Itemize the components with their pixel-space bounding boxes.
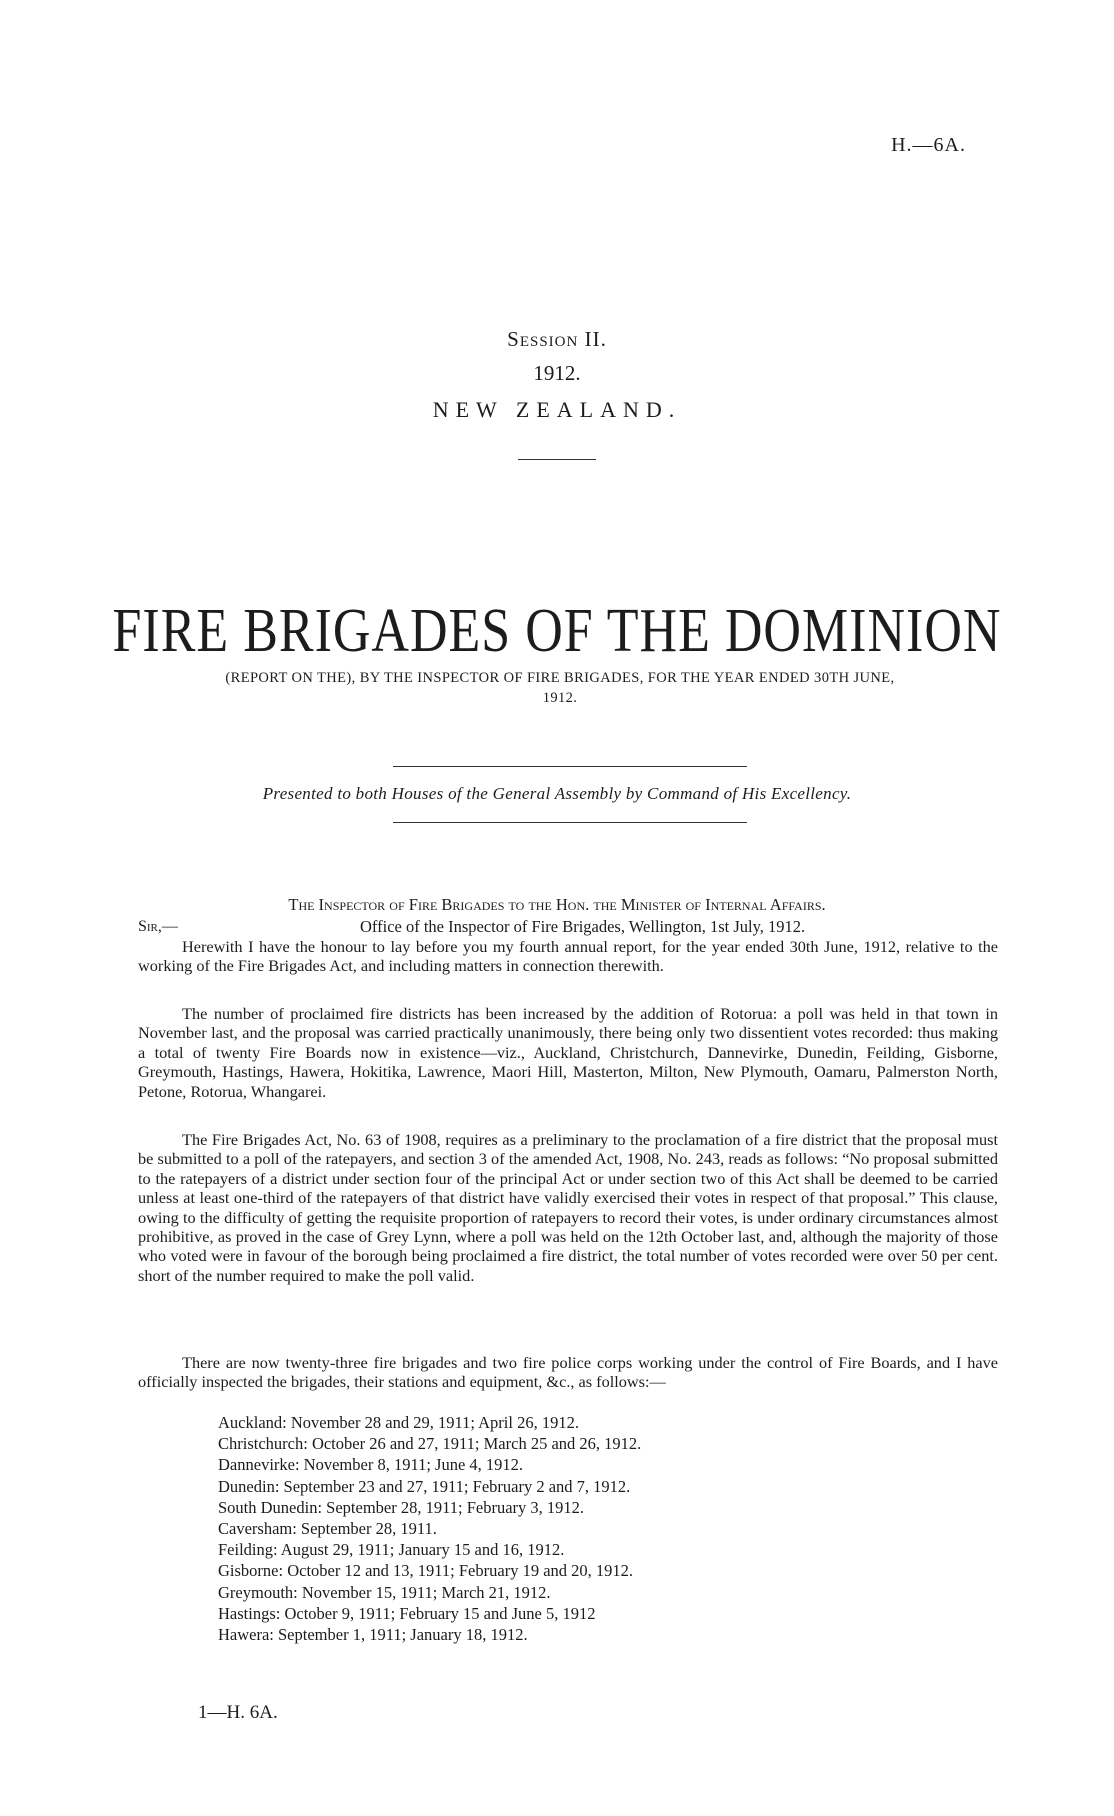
letter-salutation: Sir,— <box>138 918 178 935</box>
list-item: Hastings: October 9, 1911; February 15 and June 5, 1912 <box>218 1603 596 1623</box>
letter-heading: The Inspector of Fire Brigades to the Hon. the Minister of Internal Affairs. <box>288 895 826 914</box>
page-subtitle: (REPORT ON THE), BY THE INSPECTOR OF FIRE BRIGADES, FOR THE YEAR ENDED 30TH JUNE, 1912. <box>225 670 895 706</box>
list-item: Christchurch: October 26 and 27, 1911; March 25 and 26, 1912. <box>218 1434 642 1454</box>
list-item: Hawera: September 1, 1911; January 18, 1912. <box>218 1625 528 1645</box>
year-heading: 1912. <box>533 361 581 385</box>
inspection-schedule <box>218 1412 641 1645</box>
paragraph: There are now twenty-three fire brigades and two fire police corps working under the control of Fire Boards, and I have officially inspected the brigades, their stations and equipment, &c., as follows:— <box>138 1353 998 1392</box>
list-item: Caversham: September 28, 1911. <box>218 1519 437 1539</box>
country-heading: NEW ZEALAND. <box>432 397 682 422</box>
list-item: Gisborne: October 12 and 13, 1911; February 19 and 20, 1912. <box>218 1561 634 1581</box>
page-footer-reference: 1—H. 6A. <box>198 1702 278 1723</box>
list-item: Feilding: August 29, 1911; January 15 and 16, 1912. <box>218 1540 565 1560</box>
session-heading: Session II. <box>507 327 607 351</box>
letter-dateline: Office of the Inspector of Fire Brigades, Wellington, 1st July, 1912. <box>360 917 806 936</box>
page-title: FIRE BRIGADES OF THE DOMINION <box>112 597 1002 666</box>
divider <box>518 459 596 460</box>
paragraph: The number of proclaimed fire districts has been increased by the addition of Rotorua: a poll was held in that town in November last, and the proposal was carried practically unanimously, there being only two dissentient votes recorded: thus making a total of twenty Fire Boards now in existence—viz., Auckland, Christchurch, Dannevirke, Dunedin, Feilding, Gisborne, Greymouth, Hastings, Hawera, Hokitika, Lawrence, Maori Hill, Masterton, Milton, New Plymouth, Oamaru, Palmerston North, Petone, Rotorua, Whangarei. <box>138 1004 998 1101</box>
paragraph: The Fire Brigades Act, No. 63 of 1908, requires as a preliminary to the proclamation of a fire district that the proposal must be submitted to a poll of the ratepayers, and section 3 of the amended Act, 1908, No. 243, reads as follows: “No proposal submitted to the ratepayers of a district under section four of the principal Act or under section two of this Act shall be deemed to be carried unless at least one-third of the ratepayers of that district have validly exercised their votes in respect of that proposal.” This clause, owing to the difficulty of getting the requisite proportion of ratepayers to record their votes, is under ordinary circumstances almost prohibitive, as proved in the case of Grey Lynn, where a poll was held on the 12th October last, and, although the majority of those who voted were in favour of the borough being proclaimed a fire district, the total number of votes recorded were over 50 per cent. short of the number required to make the poll valid. <box>138 1130 998 1285</box>
divider <box>393 766 747 767</box>
list-item: Dunedin: September 23 and 27, 1911; February 2 and 7, 1912. <box>218 1476 631 1496</box>
list-item: Dannevirke: November 8, 1911; June 4, 1912. <box>218 1455 524 1475</box>
divider <box>393 822 747 823</box>
list-item: Auckland: November 28 and 29, 1911; April 26, 1912. <box>218 1413 579 1432</box>
presented-line: Presented to both Houses of the General Assembly by Command of His Excellency. <box>262 784 852 803</box>
list-item: Greymouth: November 15, 1911; March 21, 1912. <box>218 1582 551 1602</box>
paragraph: Herewith I have the honour to lay before you my fourth annual report, for the year ended 30th June, 1912, relative to the working of the Fire Brigades Act, and including matters in connection therewith. <box>138 937 998 976</box>
document-reference: H.—6A. <box>891 134 966 156</box>
list-item: South Dunedin: September 28, 1911; February 3, 1912. <box>218 1497 585 1517</box>
